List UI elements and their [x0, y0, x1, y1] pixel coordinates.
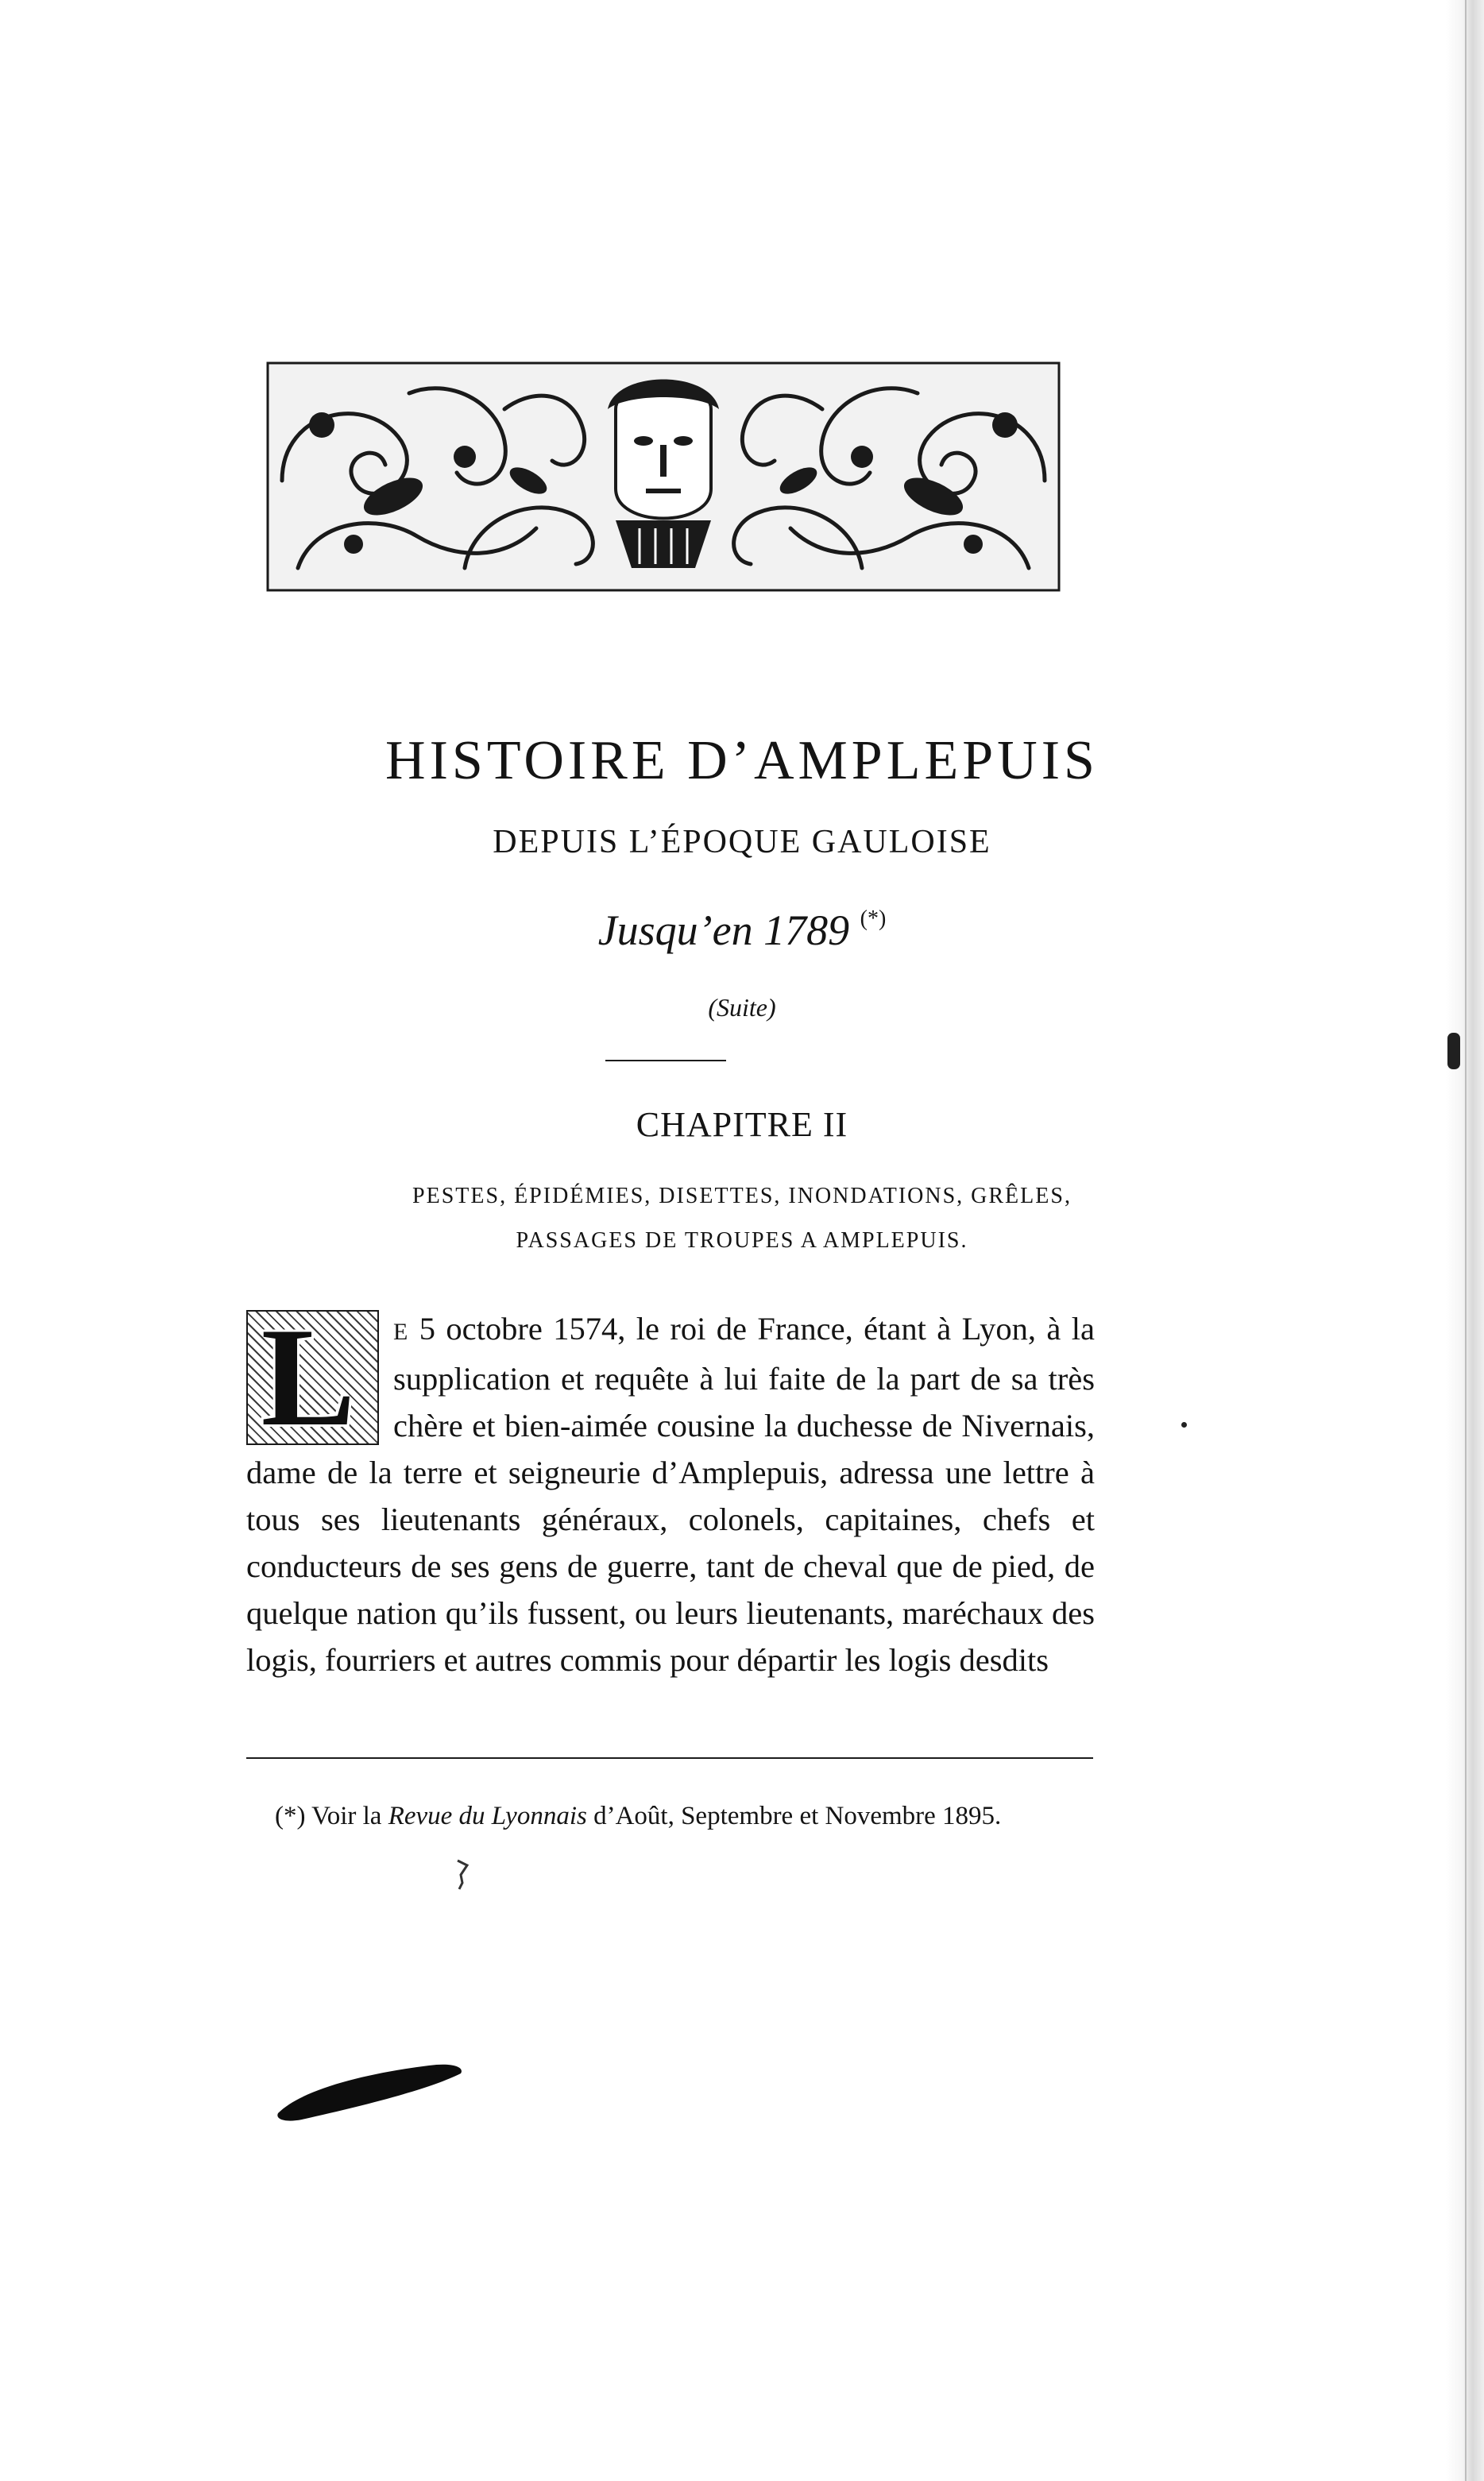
chapter-heading: CHAPITRE II — [636, 1105, 848, 1144]
title-divider — [605, 1060, 726, 1061]
page-title: HISTOIRE D’AMPLEPUIS — [385, 730, 1099, 791]
ink-speck — [454, 1859, 470, 1891]
body-text: 5 octobre 1574, le roi de France, étant à Lyon, à la supplication et requête à lui faite de la part de sa très chère et bien-aimée cousine la duchesse de Nivernais, dame de la terre et seigneurie d’Amplepuis, adressa une lettre à tous ses lieutenants généraux, colonels, capitaines, chefs et conducteurs de ses gens de guerre, tant de cheval que de pied, de quelque nation qu’ils fussent, ou leurs lieutenants, maréchaux des logis, fourriers et autres commis pour départir les logis desdits — [246, 1311, 1095, 1678]
edge-ink-mark — [1447, 1033, 1460, 1069]
footnote — [246, 1794, 1095, 1838]
footnote-journal-title: Revue du Lyonnais — [388, 1802, 587, 1830]
dropcap-continuation: E — [393, 1319, 409, 1345]
body-paragraph — [246, 1298, 1095, 1683]
page-subtitle: DEPUIS L’ÉPOQUE GAULOISE — [493, 824, 991, 860]
chapter-subtitle-line-1: PESTES, ÉPIDÉMIES, DISETTES, INONDATIONS, GRÊLES, — [412, 1184, 1072, 1208]
continuation-note: (Suite) — [708, 993, 776, 1022]
dropcap-initial — [246, 1298, 377, 1455]
chapter-subtitle-line-2: PASSAGES DE TROUPES A AMPLEPUIS. — [516, 1228, 968, 1253]
ink-smudge — [270, 2058, 469, 2121]
footnote-divider — [246, 1757, 1093, 1759]
date-line — [0, 906, 1484, 955]
dropcap-letter: L — [261, 1298, 356, 1455]
footnote-text-after: d’Août, Septembre et Novembre 1895. — [586, 1802, 1002, 1830]
headpiece-ornament — [266, 361, 1061, 592]
footnote-marker: (*) — [275, 1802, 306, 1830]
date-text: Jusqu’en 1789 — [597, 906, 850, 954]
date-footnote-marker: (*) — [860, 906, 887, 931]
footnote-text-before: Voir la — [305, 1802, 388, 1830]
stray-ink-dot — [1181, 1422, 1187, 1428]
